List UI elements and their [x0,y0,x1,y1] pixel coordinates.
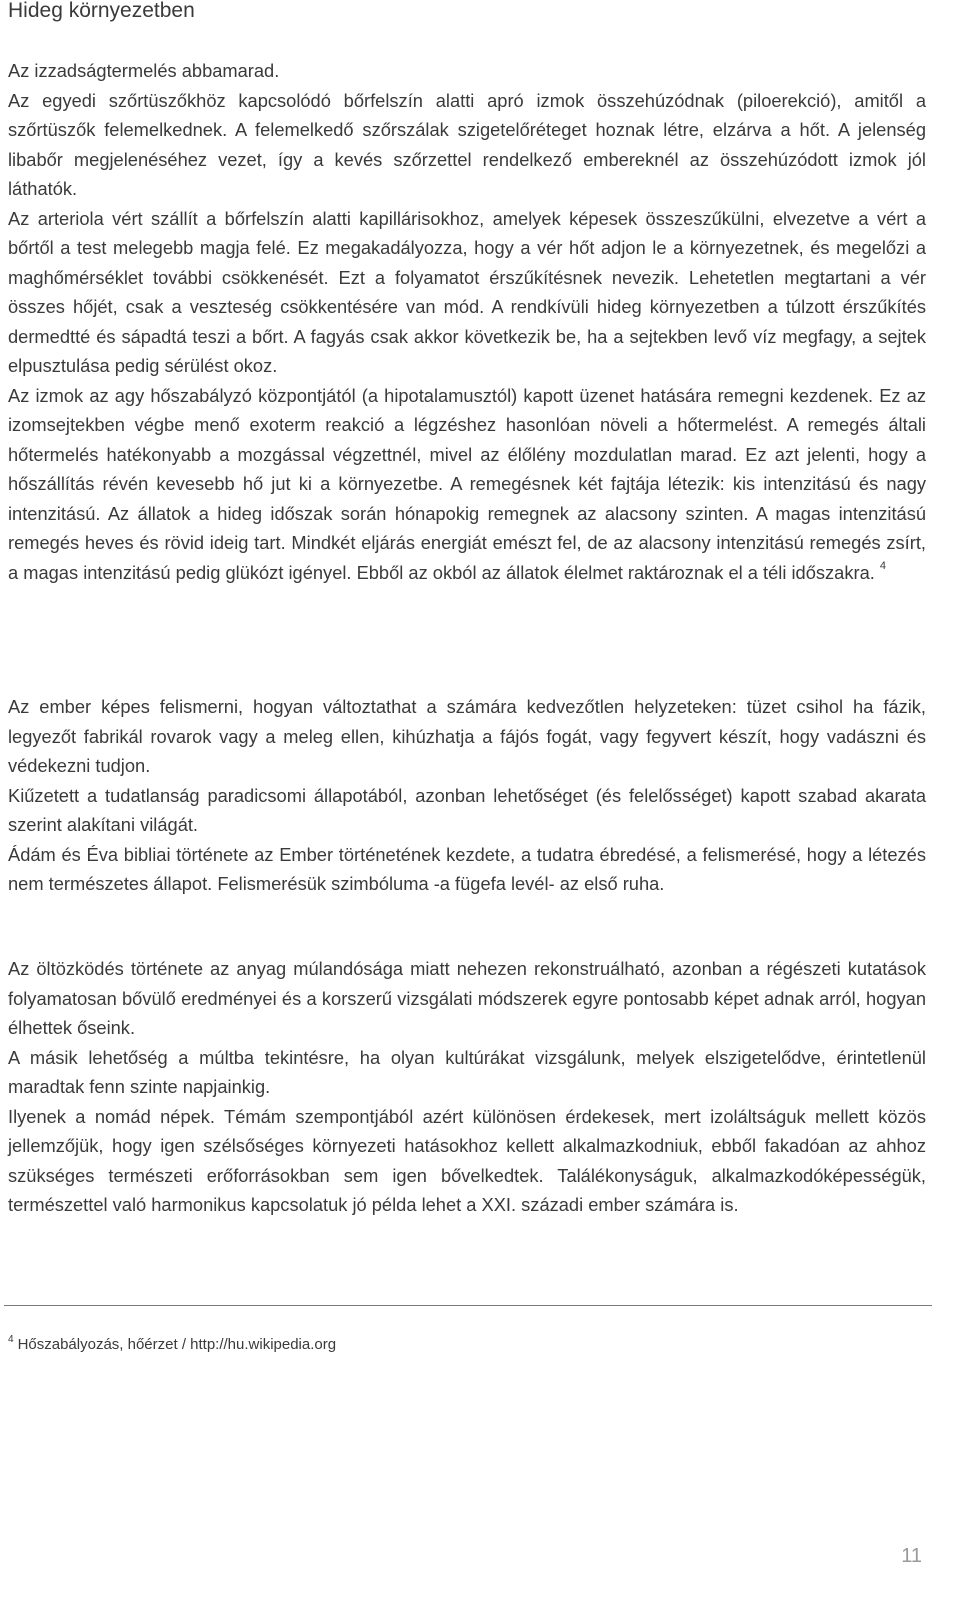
footnote-divider [4,1305,932,1306]
footnote-text: Hőszabályozás, hőérzet / http://hu.wikipedia.org [17,1336,337,1353]
footnote-number: 4 [8,1334,14,1345]
paragraph: Ilyenek a nomád népek. Témám szempontjából azért különösen érdekesek, mert izoláltságuk mellett közös jellemzőjük, hogy igen szélsőséges környezeti hatásokhoz kellett alkalmazkodniuk, ebből fakadóan az ahhoz szükséges természeti erőforrásokban sem igen bővelkedtek. Találékonyságuk, alkalmazkodóképességük, természettel való harmonikus kapcsolatuk jó példa lehet a XXI. századi ember számára is. [8,1105,926,1215]
text-block-human-adaptation [8,692,926,899]
section-heading: Hideg környezetben [8,0,195,22]
paragraph: A másik lehetőség a múltba tekintésre, ha olyan kultúrákat vizsgálunk, melyek elszigetelődve, érintetlenül maradtak fenn szinte napjainkig. [8,1046,926,1097]
text-block-clothing-history [8,954,926,1220]
paragraph: Az egyedi szőrtüszőkhöz kapcsolódó bőrfelszín alatti apró izmok összehúzódnak (piloerekció), amitől a szőrtüszők felemelkednek. A felemelkedő szőrszálak szigetelőréteget hoznak létre, elzárva a hőt. A jelenség libabőr megjelenéséhez vezet, így a kevés szőrzettel rendelkező embereknél az összehúzódott izmok jól láthatók. [8,89,926,199]
footnote [8,1334,336,1356]
paragraph: Az öltözködés története az anyag múlandósága miatt nehezen rekonstruálható, azonban a régészeti kutatások folyamatosan bővülő eredményei és a korszerű vizsgálati módszerek egyre pontosabb képet adnak arról, hogyan élhettek őseink. [8,958,926,1038]
paragraph: Kiűzetett a tudatlanság paradicsomi állapotából, azonban lehetőséget (és felelősséget) kapott szabad akarata szerint alakítani világát. [8,784,926,835]
paragraph: Az ember képes felismerni, hogyan változtathat a számára kedvezőtlen helyzeteken: tüzet csihol ha fázik, legyezőt fabrikál rovarok vagy a meleg ellen, kihúzhatja a fájós fogát, vagy fegyvert készít, hogy vadászni és védekezni tudjon. [8,696,926,776]
text-block-thermoregulation [8,56,926,587]
paragraph-text: Az izmok az agy hőszabályzó központjától (a hipotalamusztól) kapott üzenet hatására remegni kezdenek. Ez az izomsejtekben végbe menő exoterm reakció a légzéshez hasonlóan növeli a hőtermelést. A remegés általi hőtermelés hatékonyabb a mozgással végzettnél, mivel az élőlény mozdulatlan marad. Ez azt jelenti, hogy a hőszállítás révén kevesebb hő jut ki a környezetbe. A remegésnek két fajtája létezik: kis intenzitású és nagy intenzitású. Az állatok a hideg időszak során hónapokig remegnek az alacsony szinten. A magas intenzitású remegés heves és rövid ideig tart. Mindkét eljárás energiát emészt fel, de az alacsony intenzitású remegés zsírt, a magas intenzitású pedig glükózt igényel. Ebből az okból az állatok élelmet raktároznak el a téli időszakra. [8,384,926,583]
paragraph: Az izzadságtermelés abbamarad. [8,60,280,81]
footnote-reference[interactable]: 4 [879,560,887,573]
paragraph: Az arteriola vért szállít a bőrfelszín alatti kapillárisokhoz, amelyek képesek összeszűkülni, elvezetve a vért a bőrtől a test melegebb magja felé. Ez megakadályozza, hogy a vér hőt adjon le a környezetnek, és megelőzi a maghőmérséklet további csökkenését. Ezt a folyamatot érszűkítésnek nevezik. Lehetetlen megtartani a vér összes hőjét, csak a veszteség csökkentésére van mód. A rendkívüli hideg környezetben a túlzott érszűkítés dermedtté és sápadtá teszi a bőrt. A fagyás csak akkor következik be, ha a sejtekben levő víz megfagy, a sejtek elpusztulása pedig sérülést okoz. [8,207,926,376]
page-number: 11 [901,1545,922,1567]
paragraph: Ádám és Éva bibliai története az Ember történetének kezdete, a tudatra ébredésé, a felismerésé, hogy a létezés nem természetes állapot. Felismerésük szimbóluma -a fügefa levél- az első ruha. [8,843,926,894]
paragraph-with-footnote [8,381,926,588]
